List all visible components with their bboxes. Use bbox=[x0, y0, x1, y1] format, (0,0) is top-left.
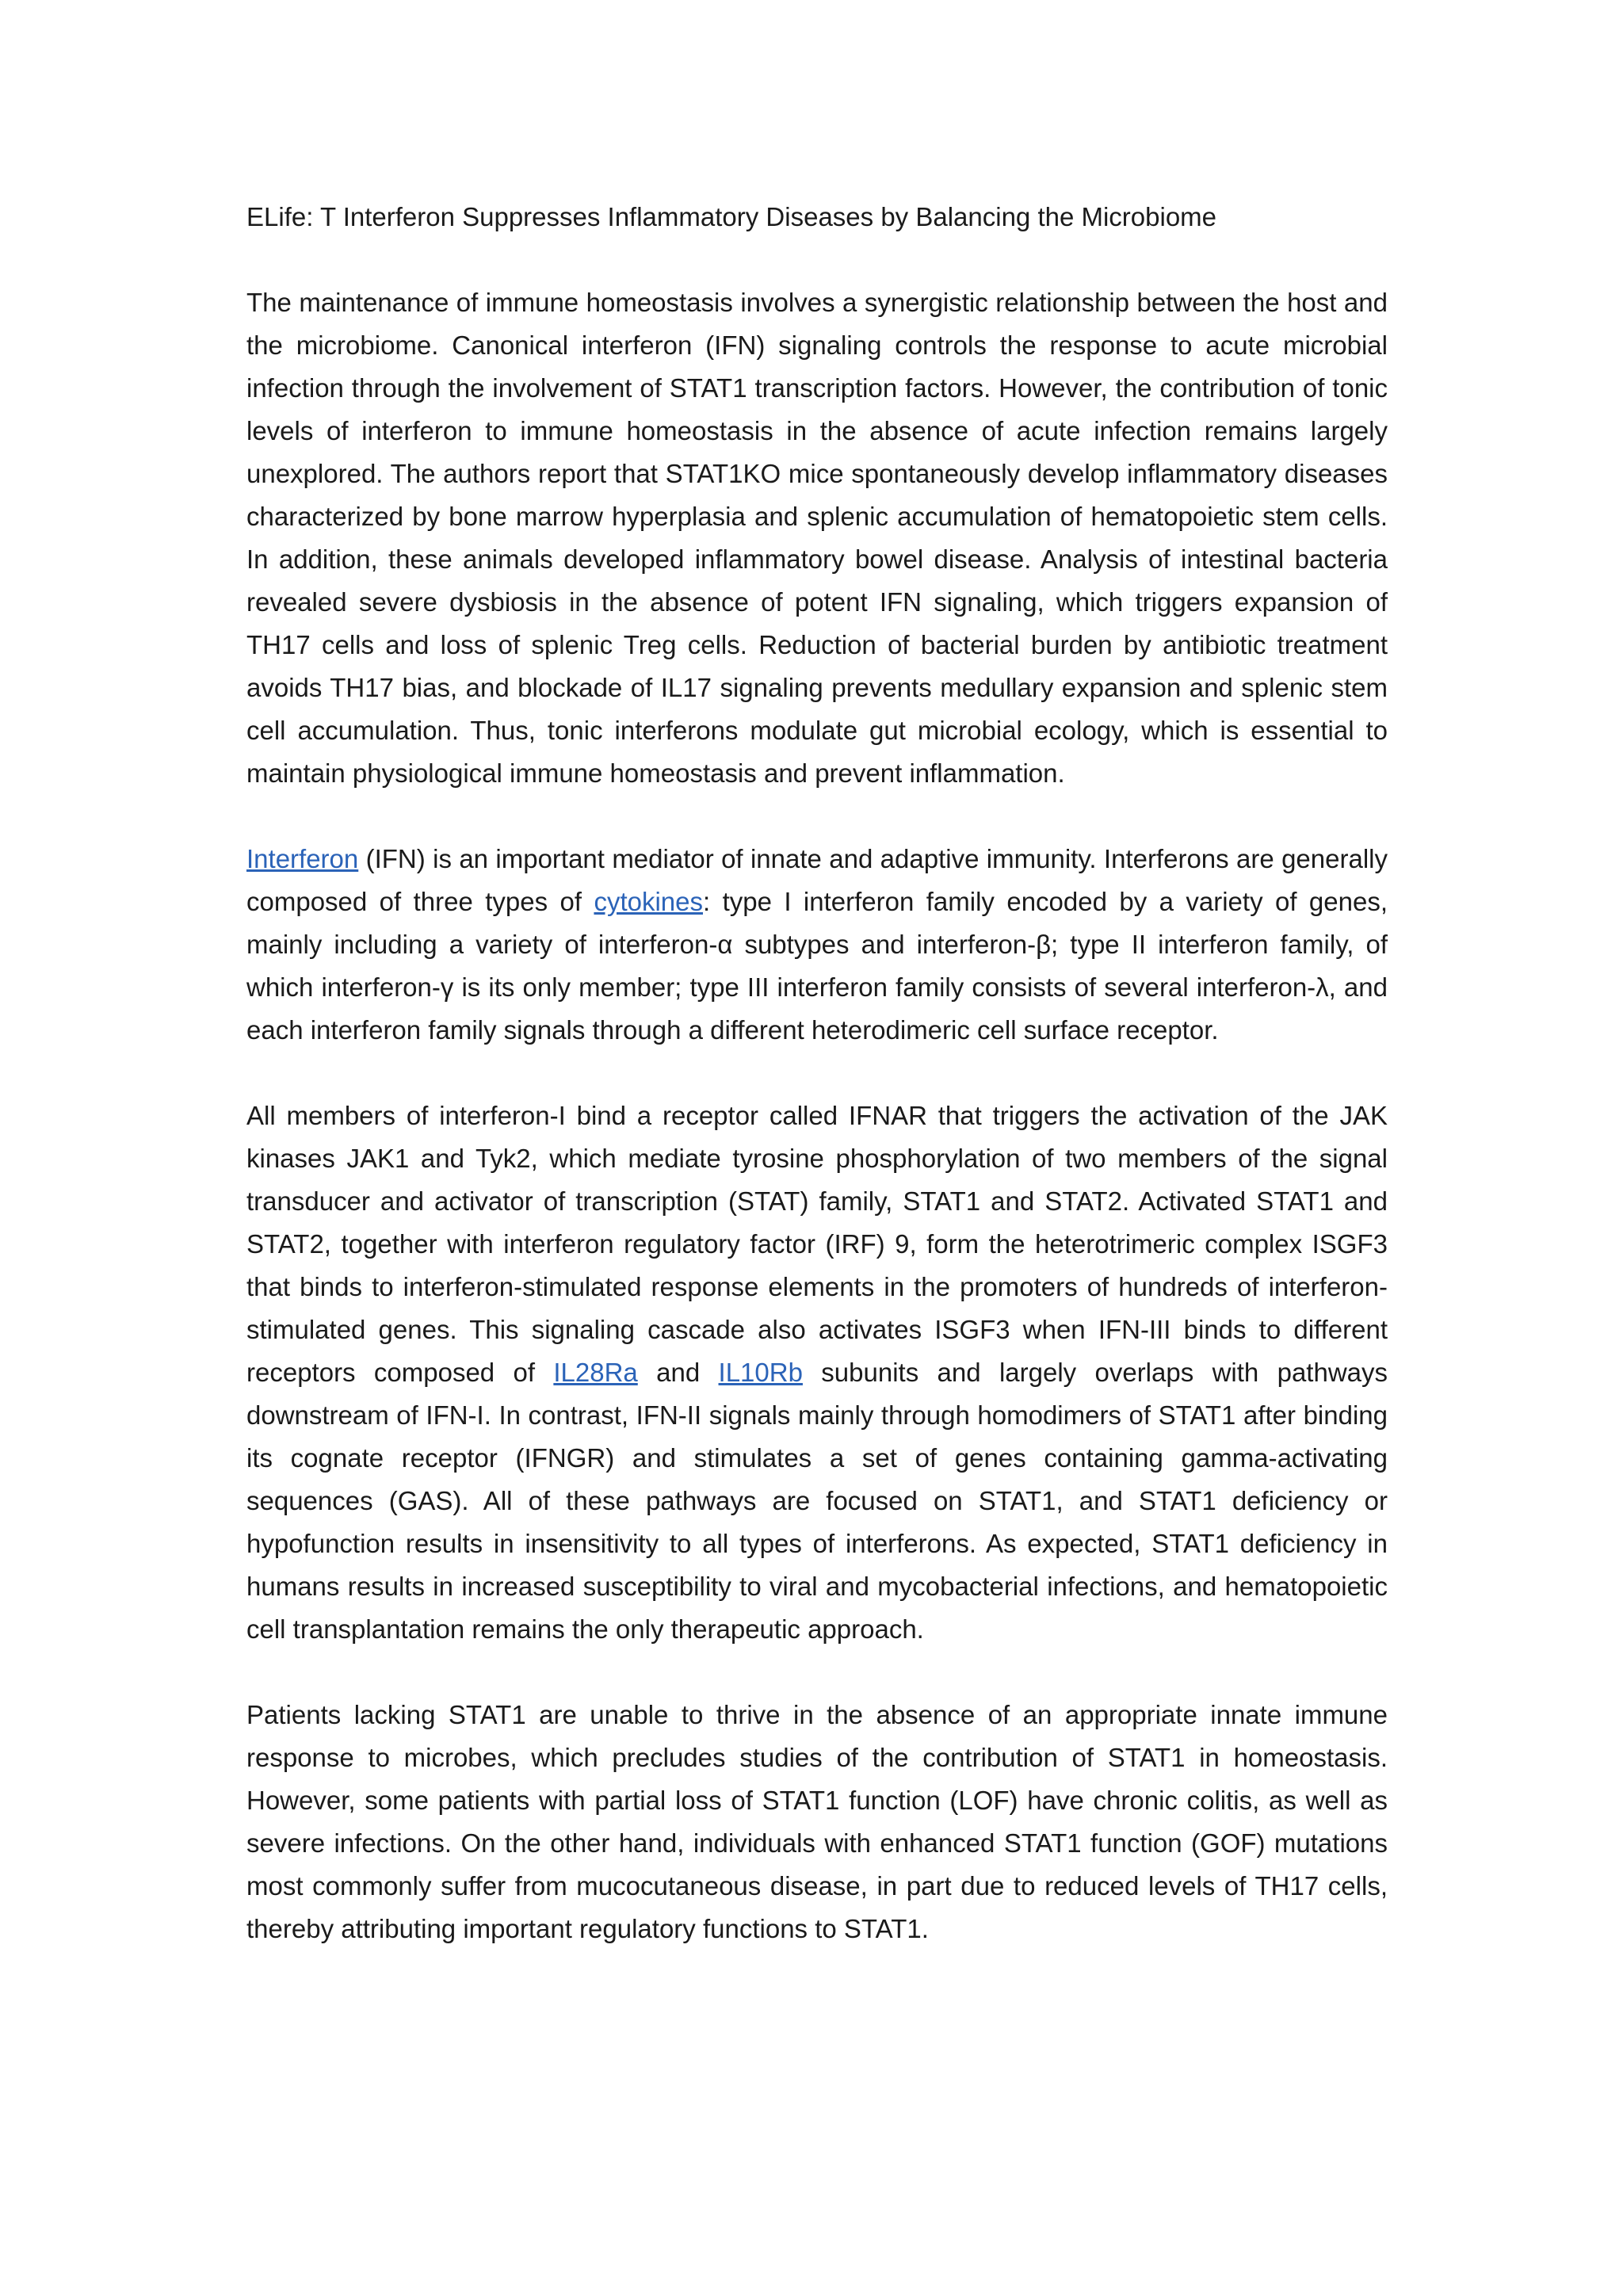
il10rb-link[interactable]: IL10Rb bbox=[718, 1358, 803, 1387]
signaling-paragraph bbox=[246, 1095, 1388, 1651]
interferon-types-paragraph bbox=[246, 838, 1388, 1052]
paragraph-text: (IFN) is an important mediator of innate and adaptive immunity. Interferons are generally composed of three types of bbox=[246, 844, 1388, 916]
il28ra-link[interactable]: IL28Ra bbox=[553, 1358, 638, 1387]
paragraph-text: and bbox=[637, 1358, 719, 1387]
abstract-paragraph: The maintenance of immune homeostasis involves a synergistic relationship between the host and the microbiome. Canonical interferon (IFN) signaling controls the response to acute microbial infection through the involvement of STAT1 transcription factors. However, the contribution of tonic levels of interferon to immune homeostasis in the absence of acute infection remains largely unexplored. The authors report that STAT1KO mice spontaneously develop inflammatory diseases characterized by bone marrow hyperplasia and splenic accumulation of hematopoietic stem cells. In addition, these animals developed inflammatory bowel disease. Analysis of intestinal bacteria revealed severe dysbiosis in the absence of potent IFN signaling, which triggers expansion of TH17 cells and loss of splenic Treg cells. Reduction of bacterial burden by antibiotic treatment avoids TH17 bias, and blockade of IL17 signaling prevents medullary expansion and splenic stem cell accumulation. Thus, tonic interferons modulate gut microbial ecology, which is essential to maintain physiological immune homeostasis and prevent inflammation. bbox=[246, 288, 1388, 788]
paragraph-text: All members of interferon-I bind a receptor called IFNAR that triggers the activation of the JAK kinases JAK1 and Tyk2, which mediate tyrosine phosphorylation of two members of the signal transducer and activator of transcription (STAT) family, STAT1 and STAT2. Activated STAT1 and STAT2, together with interferon regulatory factor (IRF) 9, form the heterotrimeric complex ISGF3 that binds to interferon-stimulated response elements in the promoters of hundreds of interferon-stimulated genes. This signaling cascade also activates ISGF3 when IFN-III binds to different receptors composed of bbox=[246, 1101, 1388, 1387]
document-title: ELife: T Interferon Suppresses Inflammatory Diseases by Balancing the Microbiome bbox=[246, 202, 1217, 231]
patients-paragraph: Patients lacking STAT1 are unable to thrive in the absence of an appropriate innate immune response to microbes, which precludes studies of the contribution of STAT1 in homeostasis. However, some patients with partial loss of STAT1 function (LOF) have chronic colitis, as well as severe infections. On the other hand, individuals with enhanced STAT1 function (GOF) mutations most commonly suffer from mucocutaneous disease, in part due to reduced levels of TH17 cells, thereby attributing important regulatory functions to STAT1. bbox=[246, 1700, 1388, 1943]
interferon-link[interactable]: Interferon bbox=[246, 844, 359, 873]
cytokines-link[interactable]: cytokines bbox=[594, 887, 703, 916]
paragraph-text: subunits and largely overlaps with pathways downstream of IFN-I. In contrast, IFN-II signals mainly through homodimers of STAT1 after binding its cognate receptor (IFNGR) and stimulates a set of genes containing gamma-activating sequences (GAS). All of these pathways are focused on STAT1, and STAT1 deficiency or hypofunction results in insensitivity to all types of interferons. As expected, STAT1 deficiency in humans results in increased susceptibility to viral and mycobacterial infections, and hematopoietic cell transplantation remains the only therapeutic approach. bbox=[246, 1358, 1388, 1644]
document-page bbox=[246, 196, 1388, 1993]
paragraph-text: : type I interferon family encoded by a variety of genes, mainly including a variety of interferon-α subtypes and interferon-β; type II interferon family, of which interferon-γ is its only member; type III interferon family consists of several interferon-λ, and each interferon family signals through a different heterodimeric cell surface receptor. bbox=[246, 887, 1388, 1045]
